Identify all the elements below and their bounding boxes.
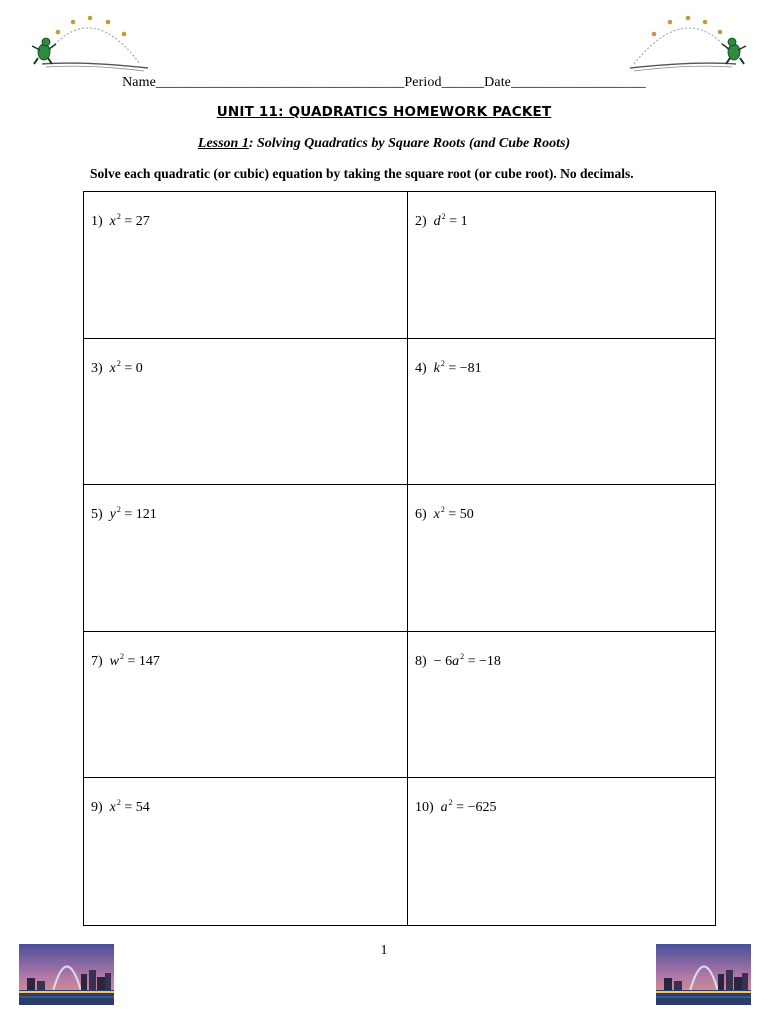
lesson-label: Lesson 1 bbox=[197, 136, 249, 151]
problem-number: 2) bbox=[415, 214, 427, 229]
problem-rhs: = 121 bbox=[124, 507, 157, 523]
page-number: 1 bbox=[380, 943, 388, 958]
problem-number: 1) bbox=[91, 214, 103, 229]
problem-number: 4) bbox=[415, 360, 427, 376]
problem-exponent: 2 bbox=[441, 212, 446, 221]
instructions: Solve each quadratic (or cubic) equation by taking the square root (or cube root). No decimals. bbox=[90, 166, 634, 181]
problem-exponent: 2 bbox=[460, 651, 465, 661]
problem-rhs: = −625 bbox=[456, 800, 497, 816]
problem-variable: x bbox=[433, 507, 440, 523]
name-period-date-line: Name___________________________________Period______Date___________________ bbox=[122, 75, 646, 90]
problem-cell bbox=[408, 632, 715, 779]
problem-cell bbox=[84, 632, 408, 779]
problem-exponent: 2 bbox=[116, 798, 121, 808]
problem-variable: a bbox=[452, 653, 460, 669]
problem-cell bbox=[408, 192, 715, 339]
problem-variable: k bbox=[433, 360, 440, 376]
problem-variable: w bbox=[109, 653, 120, 669]
problem-number: 9) bbox=[91, 800, 103, 816]
problem-rhs: = −18 bbox=[467, 653, 501, 669]
problem-rhs: = 54 bbox=[124, 800, 150, 816]
problem-variable: y bbox=[109, 507, 116, 523]
problem-exponent: 2 bbox=[448, 798, 453, 808]
problem-variable: x bbox=[109, 360, 116, 376]
problem-variable: x bbox=[109, 214, 116, 229]
problem-cell bbox=[408, 778, 715, 925]
problem-cell bbox=[408, 339, 715, 486]
problem-exponent: 2 bbox=[116, 358, 121, 368]
problem-number: 7) bbox=[91, 653, 103, 669]
problem-exponent: 2 bbox=[440, 505, 445, 515]
problem-number: 6) bbox=[415, 507, 427, 523]
problem-variable: d bbox=[433, 214, 441, 229]
problem-number: 8) bbox=[415, 653, 427, 669]
problem-cell bbox=[84, 339, 408, 486]
problem-rhs: = 27 bbox=[124, 214, 150, 229]
problem-exponent: 2 bbox=[120, 651, 125, 661]
problem-exponent: 2 bbox=[440, 358, 445, 368]
problem-rhs: = 0 bbox=[124, 360, 143, 376]
problem-cell bbox=[84, 485, 408, 632]
problem-rhs: = 1 bbox=[449, 214, 468, 229]
problem-cell bbox=[408, 485, 715, 632]
problem-exponent: 2 bbox=[116, 212, 121, 221]
st-louis-arch-photo bbox=[19, 944, 114, 1005]
problem-number: 5) bbox=[91, 507, 103, 523]
problem-number: 3) bbox=[91, 360, 103, 376]
juggler-clipart bbox=[28, 12, 158, 74]
problem-variable: x bbox=[109, 800, 116, 816]
problem-grid bbox=[83, 191, 716, 926]
problem-cell bbox=[84, 778, 408, 925]
juggler-clipart bbox=[620, 12, 750, 74]
lesson-heading bbox=[0, 136, 768, 152]
problem-rhs: = −81 bbox=[448, 360, 482, 376]
problem-coefficient: − 6 bbox=[433, 653, 453, 669]
problem-number: 10) bbox=[415, 800, 434, 816]
problem-variable: a bbox=[440, 800, 448, 816]
problem-rhs: = 50 bbox=[448, 507, 474, 523]
problem-exponent: 2 bbox=[116, 505, 121, 515]
lesson-title: : Solving Quadratics by Square Roots (and Cube Roots) bbox=[248, 136, 571, 151]
problem-rhs: = 147 bbox=[127, 653, 160, 669]
st-louis-arch-photo bbox=[656, 944, 751, 1005]
page-title: UNIT 11: QUADRATICS HOMEWORK PACKET bbox=[216, 104, 552, 120]
problem-cell bbox=[84, 192, 408, 339]
